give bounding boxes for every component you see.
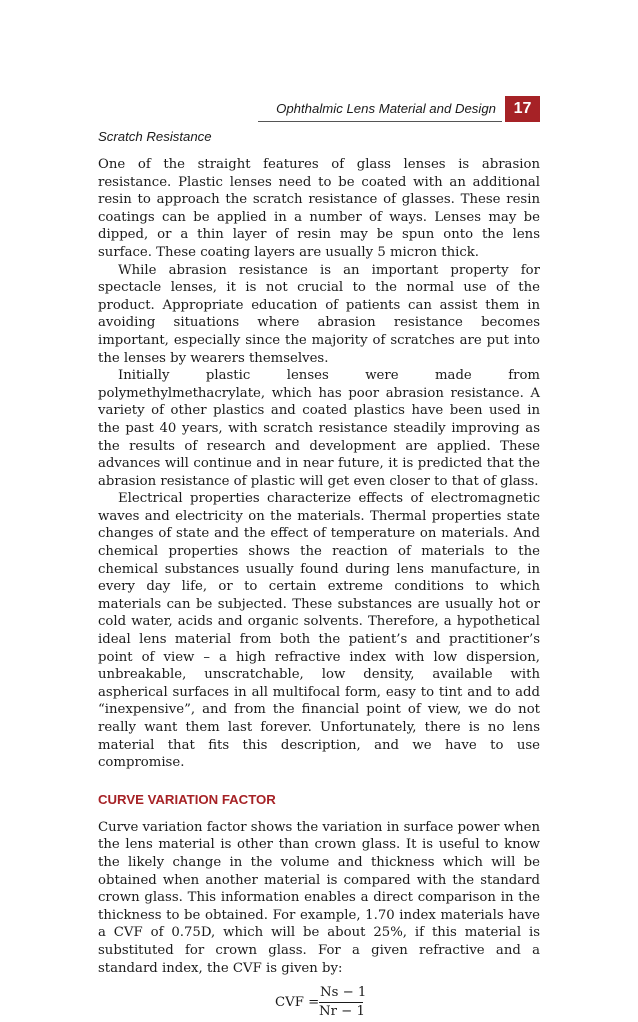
- page-content: [98, 128, 540, 1022]
- scratch-paragraph-4: Electrical properties characterize effects of electromagnetic waves and electricity on the materials. Thermal properties state changes of state and the effect of temperature on materials. And chemical properties shows the reaction of materials to the chemical substances usually found during lens manufacture, in every day life, or to certain extreme conditions to which materials can be subjected. These substances are usually hot or cold water, acids and organic solvents. Therefore, a hypothetical ideal lens material from both the patient’s and practitioner’s point of view – a high refractive index with low dispersion, unbreakable, unscratchable, low density, available with aspherical surfaces in all multifocal form, easy to tint and to add “inexpensive”, and from the financial point of view, we do not really want them last forever. Unfortunately, there is no lens material that fits this description, and we have to use compromise.: [98, 491, 540, 771]
- running-title: Ophthalmic Lens Material and Design: [276, 101, 496, 116]
- page-header: [98, 96, 540, 122]
- formula-fraction: [319, 984, 367, 1021]
- scratch-paragraph-3: Initially plastic lenses were made from polymethylmethacrylate, which has poor abrasion resistance. A variety of other plastics and coated plastics have been used in the past 40 years, with scratch resistance steadily improving as the results of research and development are applied. These advances will continue and in near future, it is predicted that the abrasion resistance of plastic will get even closer to that of glass.: [98, 368, 540, 489]
- scratch-resistance-heading: Scratch Resistance: [98, 129, 212, 144]
- page-number: 17: [505, 96, 540, 122]
- cvf-paragraph: Curve variation factor shows the variation in surface power when the lens material is other than crown glass. It is useful to know the likely change in the volume and thickness which will be obtained when another material is compared with the standard crown glass. This information enables a direct comparison in the thickness to be obtained. For example, 1.70 index materials have a CVF of 0.75D, which will be about 25%, if this material is substituted for crown glass. For a given refractive and a standard index, the CVF is given by:: [98, 819, 540, 976]
- formula-numerator: Ns − 1: [319, 984, 363, 1003]
- scratch-paragraph-2: While abrasion resistance is an important property for spectacle lenses, it is not crucial to the normal use of the product. Appropriate education of patients can assist them in avoiding situations where abrasion resistance becomes important, especially since the majority of scratches are put into the lenses by wearers themselves.: [98, 262, 540, 366]
- scratch-paragraph-1: One of the straight features of glass lenses is abrasion resistance. Plastic lenses need to be coated with an additional resin to approach the scratch resistance of glasses. These resin coatings can be applied in a number of ways. Lenses may be dipped, or a thin layer of resin may be spun onto the lens surface. These coating layers are usually 5 micron thick.: [98, 157, 540, 260]
- header-rule: [258, 121, 502, 122]
- formula-lhs: CVF =: [275, 995, 320, 1011]
- formula-denominator: Nr − 1: [319, 1004, 365, 1020]
- cvf-formula: [98, 984, 540, 1022]
- cvf-heading: CURVE VARIATION FACTOR: [98, 791, 276, 807]
